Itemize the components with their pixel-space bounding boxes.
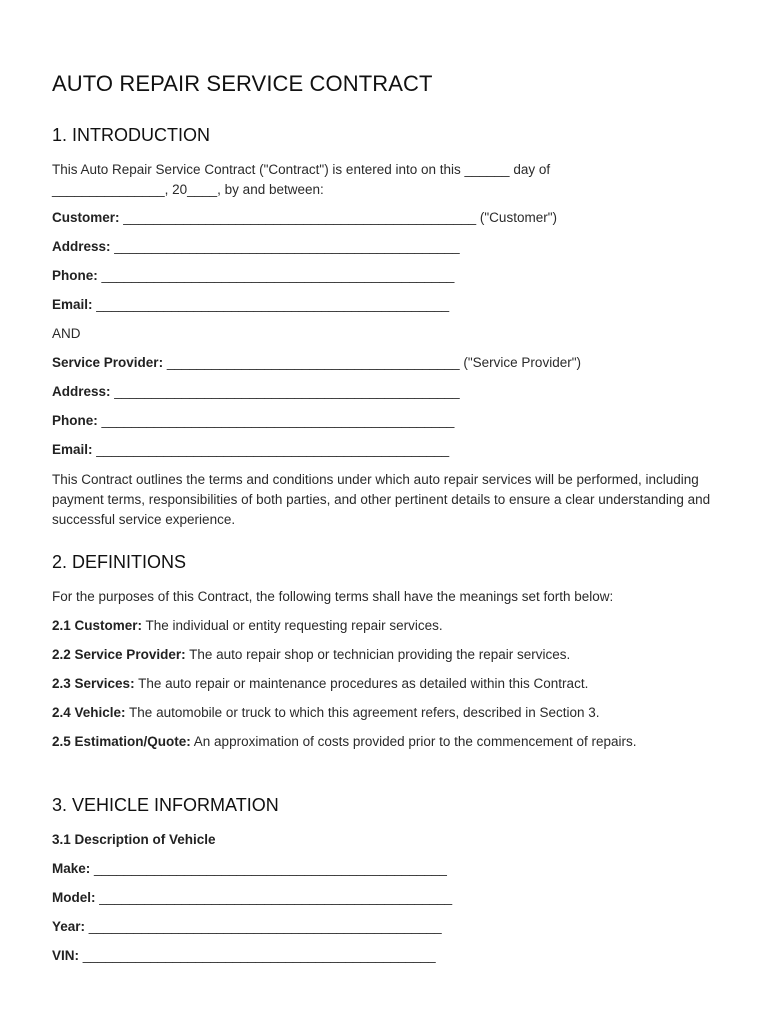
vehicle-description-subheading: 3.1 Description of Vehicle (52, 832, 216, 847)
section-3-heading: 3. VEHICLE INFORMATION (52, 795, 279, 815)
provider-address-blank: ______________________________________________ (110, 384, 460, 399)
outline-paragraph: This Contract outlines the terms and conditions under which auto repair services will be performed, including payment terms, responsibilities of both parties, and other pertinent details to ensure a clear understanding and successful service experience. (52, 472, 711, 527)
provider-phone-blank: _______________________________________________ (97, 413, 455, 428)
model-label: Model: (52, 890, 96, 905)
definition-service-provider (52, 645, 722, 665)
definition-term: 2.5 Estimation/Quote: (52, 734, 191, 749)
definition-services (52, 674, 722, 694)
customer-phone-blank: _______________________________________________ (97, 268, 455, 283)
customer-address-field (52, 237, 722, 257)
provider-email-field (52, 440, 722, 460)
definition-text: The auto repair shop or technician providing the repair services. (185, 647, 571, 662)
definition-term: 2.2 Service Provider: (52, 647, 186, 662)
customer-field (52, 208, 722, 228)
definition-term: 2.1 Customer: (52, 618, 143, 633)
customer-address-label: Address: (52, 239, 111, 254)
customer-label: Customer: (52, 210, 120, 225)
definition-vehicle (52, 703, 722, 723)
year-label: Year: (52, 919, 86, 934)
provider-label: Service Provider: (52, 355, 164, 370)
definition-text: The automobile or truck to which this agreement refers, described in Section 3. (125, 705, 600, 720)
definition-text: The individual or entity requesting repair services. (142, 618, 443, 633)
definition-term: 2.4 Vehicle: (52, 705, 126, 720)
provider-blank: _______________________________________ ("Service Provider") (163, 355, 581, 370)
section-1-heading: 1. INTRODUCTION (52, 125, 211, 145)
make-label: Make: (52, 861, 91, 876)
provider-field (52, 353, 722, 373)
customer-address-blank: ______________________________________________ (110, 239, 460, 254)
document-title: AUTO REPAIR SERVICE CONTRACT (52, 71, 433, 96)
section-2-heading: 2. DEFINITIONS (52, 552, 187, 572)
definition-term: 2.3 Services: (52, 676, 135, 691)
model-blank: _______________________________________________ (95, 890, 453, 905)
vehicle-vin-field (52, 946, 722, 966)
customer-phone-label: Phone: (52, 268, 98, 283)
customer-email-field (52, 295, 722, 315)
intro-line-1: This Auto Repair Service Contract ("Contract") is entered into on this ______ day of (52, 162, 551, 177)
vin-blank: _______________________________________________ (79, 948, 436, 963)
year-blank: _______________________________________________ (85, 919, 442, 934)
and-separator: AND (52, 326, 81, 341)
definitions-intro: For the purposes of this Contract, the following terms shall have the meanings set forth below: (52, 589, 614, 604)
provider-phone-field (52, 411, 722, 431)
vehicle-model-field (52, 888, 722, 908)
definition-text: The auto repair or maintenance procedures as detailed within this Contract. (134, 676, 589, 691)
provider-email-blank: _______________________________________________ (92, 442, 450, 457)
provider-email-label: Email: (52, 442, 93, 457)
customer-email-blank: _______________________________________________ (92, 297, 450, 312)
provider-phone-label: Phone: (52, 413, 98, 428)
definition-text: An approximation of costs provided prior to the commencement of repairs. (190, 734, 637, 749)
intro-line-2: _______________, 20____, by and between: (52, 182, 324, 197)
make-blank: _______________________________________________ (90, 861, 447, 876)
vin-label: VIN: (52, 948, 79, 963)
provider-address-label: Address: (52, 384, 111, 399)
intro-paragraph (52, 160, 722, 200)
definition-customer (52, 616, 722, 636)
vehicle-make-field (52, 859, 722, 879)
customer-email-label: Email: (52, 297, 93, 312)
provider-address-field (52, 382, 722, 402)
customer-blank: _______________________________________________ ("Customer") (119, 210, 557, 225)
customer-phone-field (52, 266, 722, 286)
vehicle-year-field (52, 917, 722, 937)
definition-estimation (52, 732, 722, 752)
